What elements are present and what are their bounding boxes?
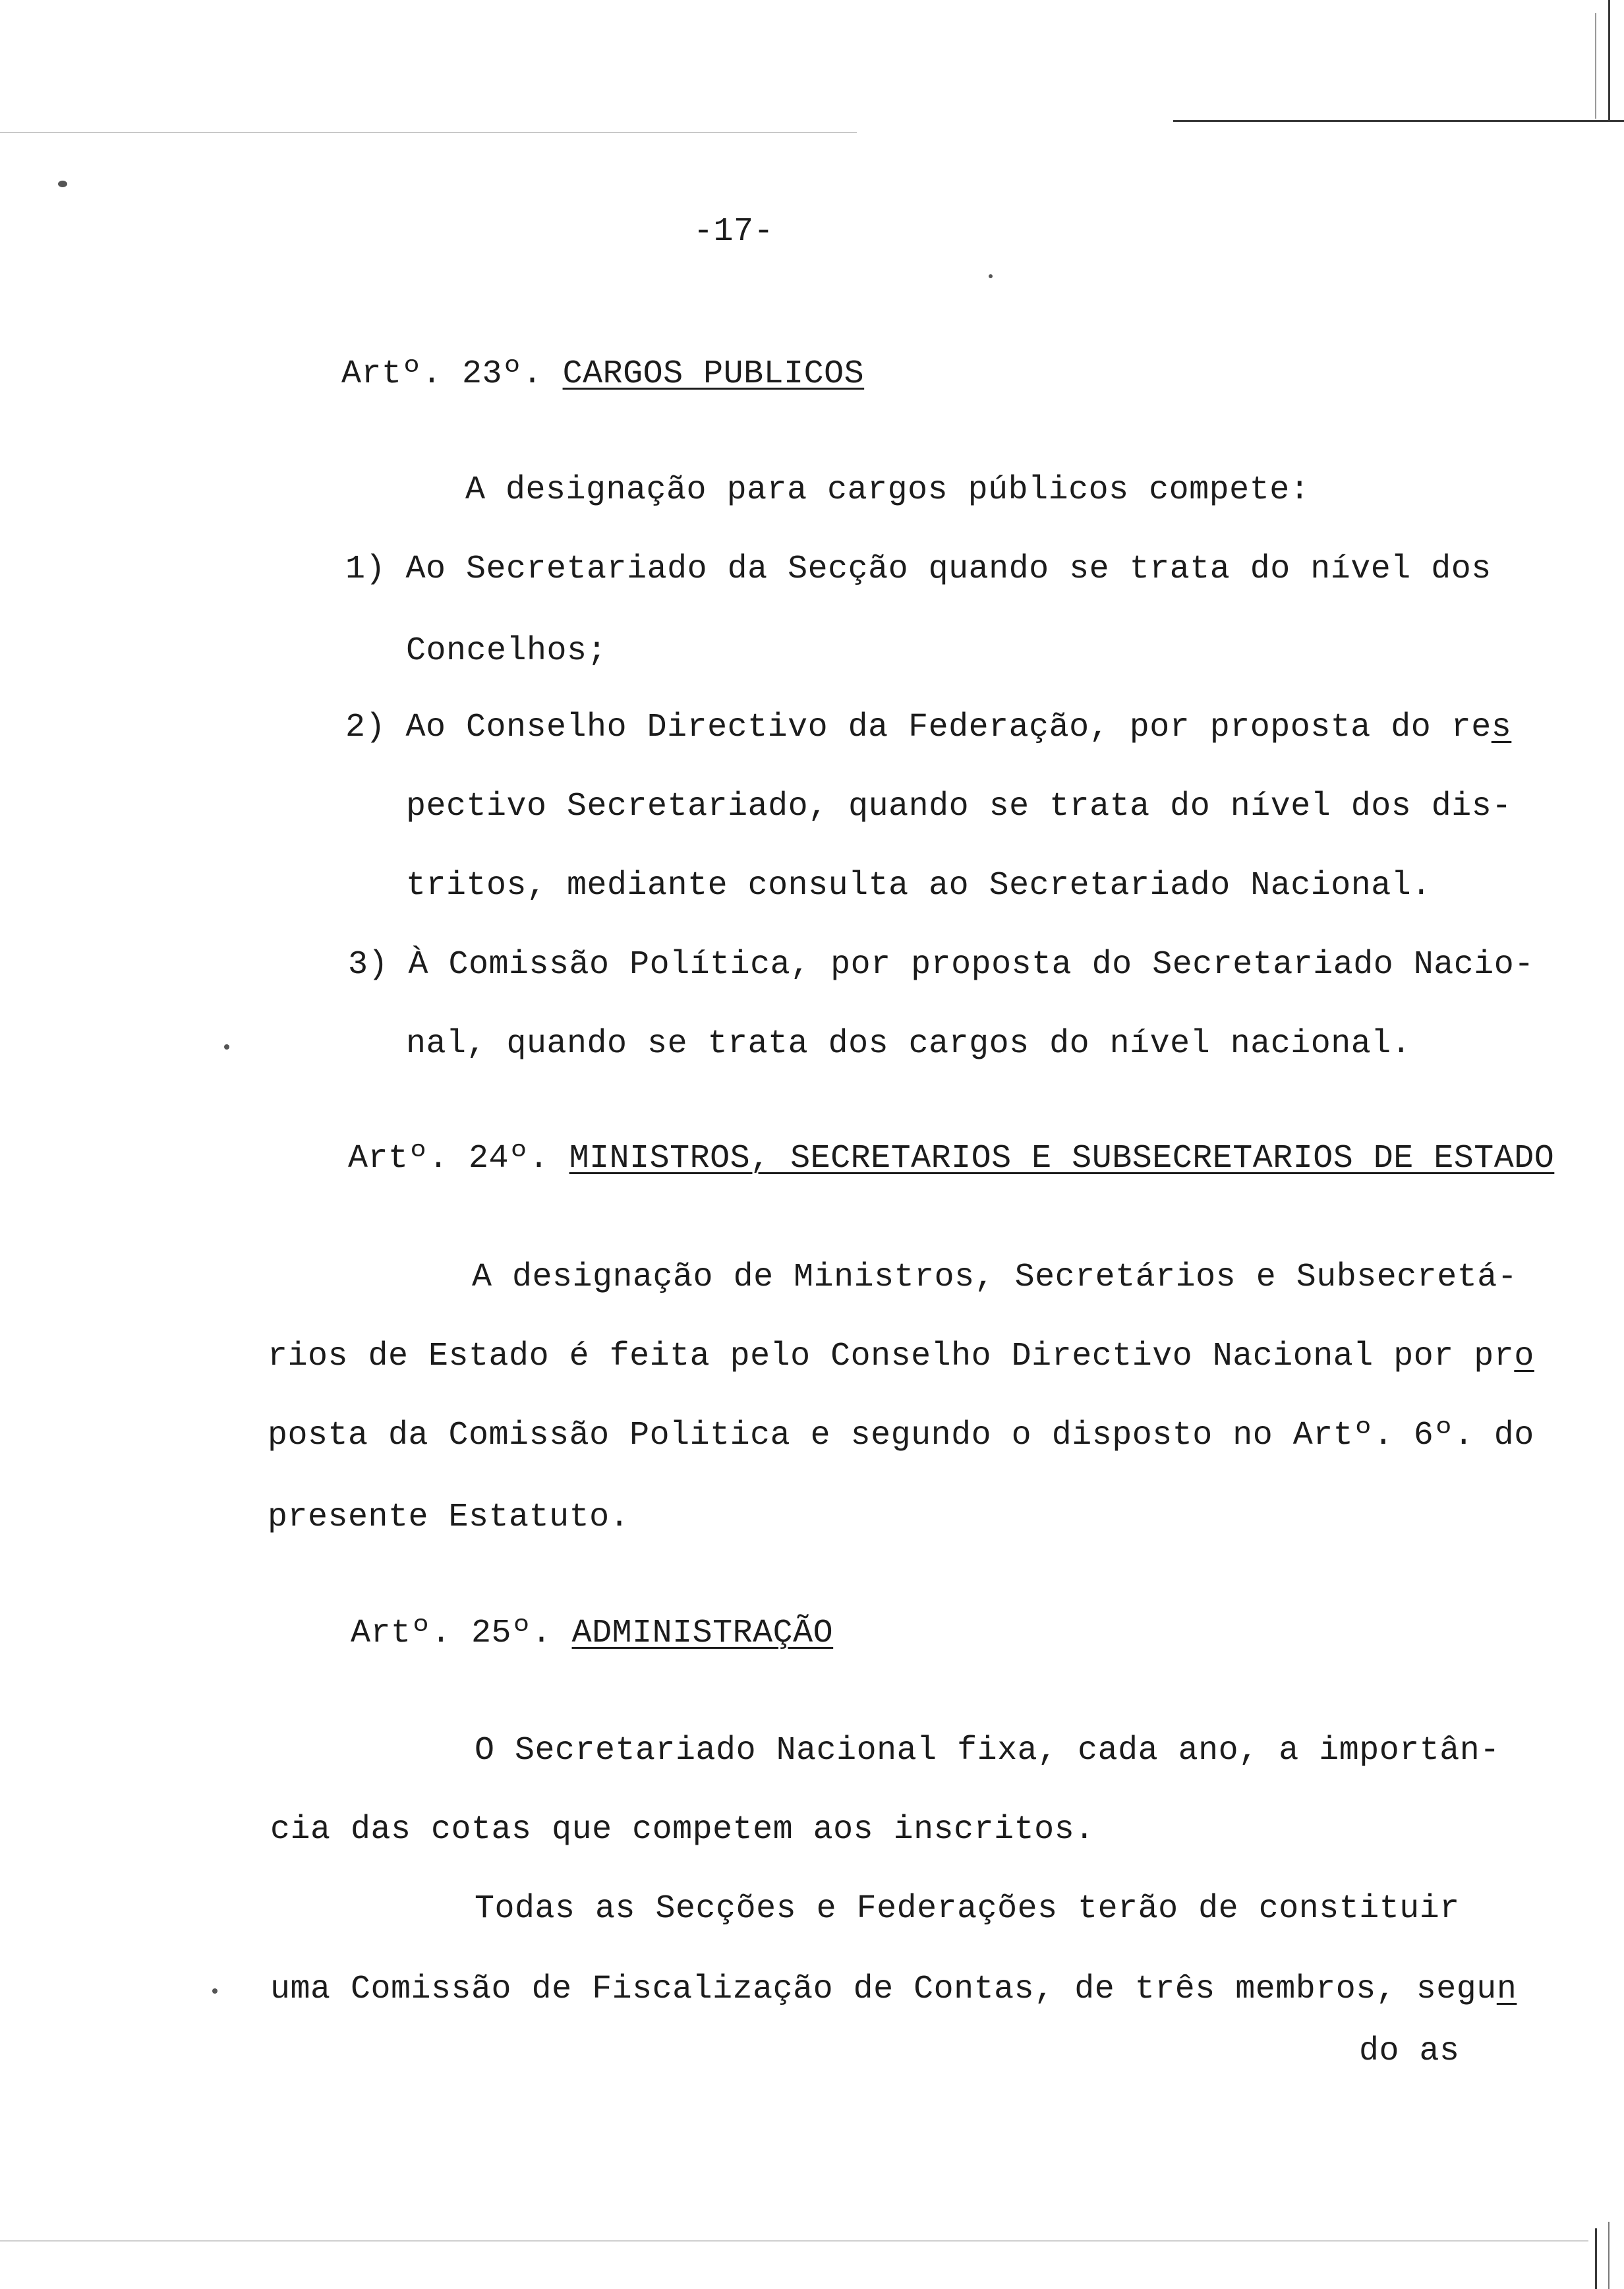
scan-right-edge-bottom	[1595, 2228, 1597, 2289]
article-24-line-3: posta da Comissão Politica e segundo o disposto no Artº. 6º. do	[268, 1417, 1534, 1454]
article-25-paragraph-2-line-2: uma Comissão de Fiscalização de Contas, de três membros, segun	[270, 1971, 1517, 2008]
article-23-title: CARGOS PUBLICOS	[562, 355, 865, 393]
article-25-paragraph-2-line-1: Todas as Secções e Federações terão de constituir	[475, 1890, 1460, 1928]
article-23-intro: A designação para cargos públicos compete:	[465, 471, 1310, 509]
page-number: -17-	[693, 213, 774, 251]
catchword: do as	[1359, 2033, 1460, 2070]
article-24-title: MINISTROS, SECRETARIOS E SUBSECRETARIOS DE ESTADO	[569, 1140, 1555, 1177]
scan-right-edge-top	[1608, 0, 1610, 122]
scan-right-edge-bottom-2	[1608, 2222, 1610, 2289]
scan-speck	[58, 181, 67, 187]
article-25-paragraph-1-line-2: cia das cotas que competem aos inscritos.	[270, 1811, 1095, 1849]
article-25-paragraph-1-line-1: O Secretariado Nacional fixa, cada ano, a importân-	[475, 1732, 1500, 1769]
article-25-number: Artº. 25º.	[351, 1615, 572, 1652]
scan-speck	[989, 274, 993, 278]
article-23-heading	[341, 355, 864, 394]
article-23-item-1-line-1: 1) Ao Secretariado da Secção quando se trata do nível dos	[345, 550, 1492, 588]
article-24-line-4: presente Estatuto.	[268, 1499, 630, 1536]
article-24-heading	[348, 1139, 1554, 1179]
article-23-item-2-line-2: pectivo Secretariado, quando se trata do nível dos dis-	[406, 788, 1512, 825]
article-23-item-2-line-3: tritos, mediante consulta ao Secretariado Nacional.	[406, 867, 1432, 905]
article-23-item-2-line-1: 2) Ao Conselho Directivo da Federação, por proposta do res	[345, 709, 1512, 746]
article-25-heading	[351, 1614, 833, 1653]
scan-speck	[212, 1988, 218, 1994]
article-23-number: Artº. 23º.	[341, 355, 563, 393]
article-23-item-3-line-2: nal, quando se trata dos cargos do nível nacional.	[406, 1025, 1412, 1063]
article-23-item-1-line-2: Concelhos;	[406, 632, 608, 670]
article-24-number: Artº. 24º.	[348, 1140, 569, 1177]
article-24-line-2: rios de Estado é feita pelo Conselho Directivo Nacional por pro	[268, 1338, 1534, 1375]
article-25-title: ADMINISTRAÇÃO	[571, 1615, 834, 1652]
article-23-item-3-line-1: 3) À Comissão Política, por proposta do Secretariado Nacio-	[348, 946, 1534, 984]
scan-right-edge-top-2	[1595, 13, 1596, 119]
scan-speck	[224, 1044, 229, 1050]
scan-bottom-edge	[0, 2240, 1588, 2242]
article-24-line-1: A designação de Ministros, Secretários e Subsecretá-	[472, 1259, 1518, 1296]
scan-top-edge	[1173, 120, 1624, 122]
scan-top-edge-faint	[0, 132, 857, 133]
